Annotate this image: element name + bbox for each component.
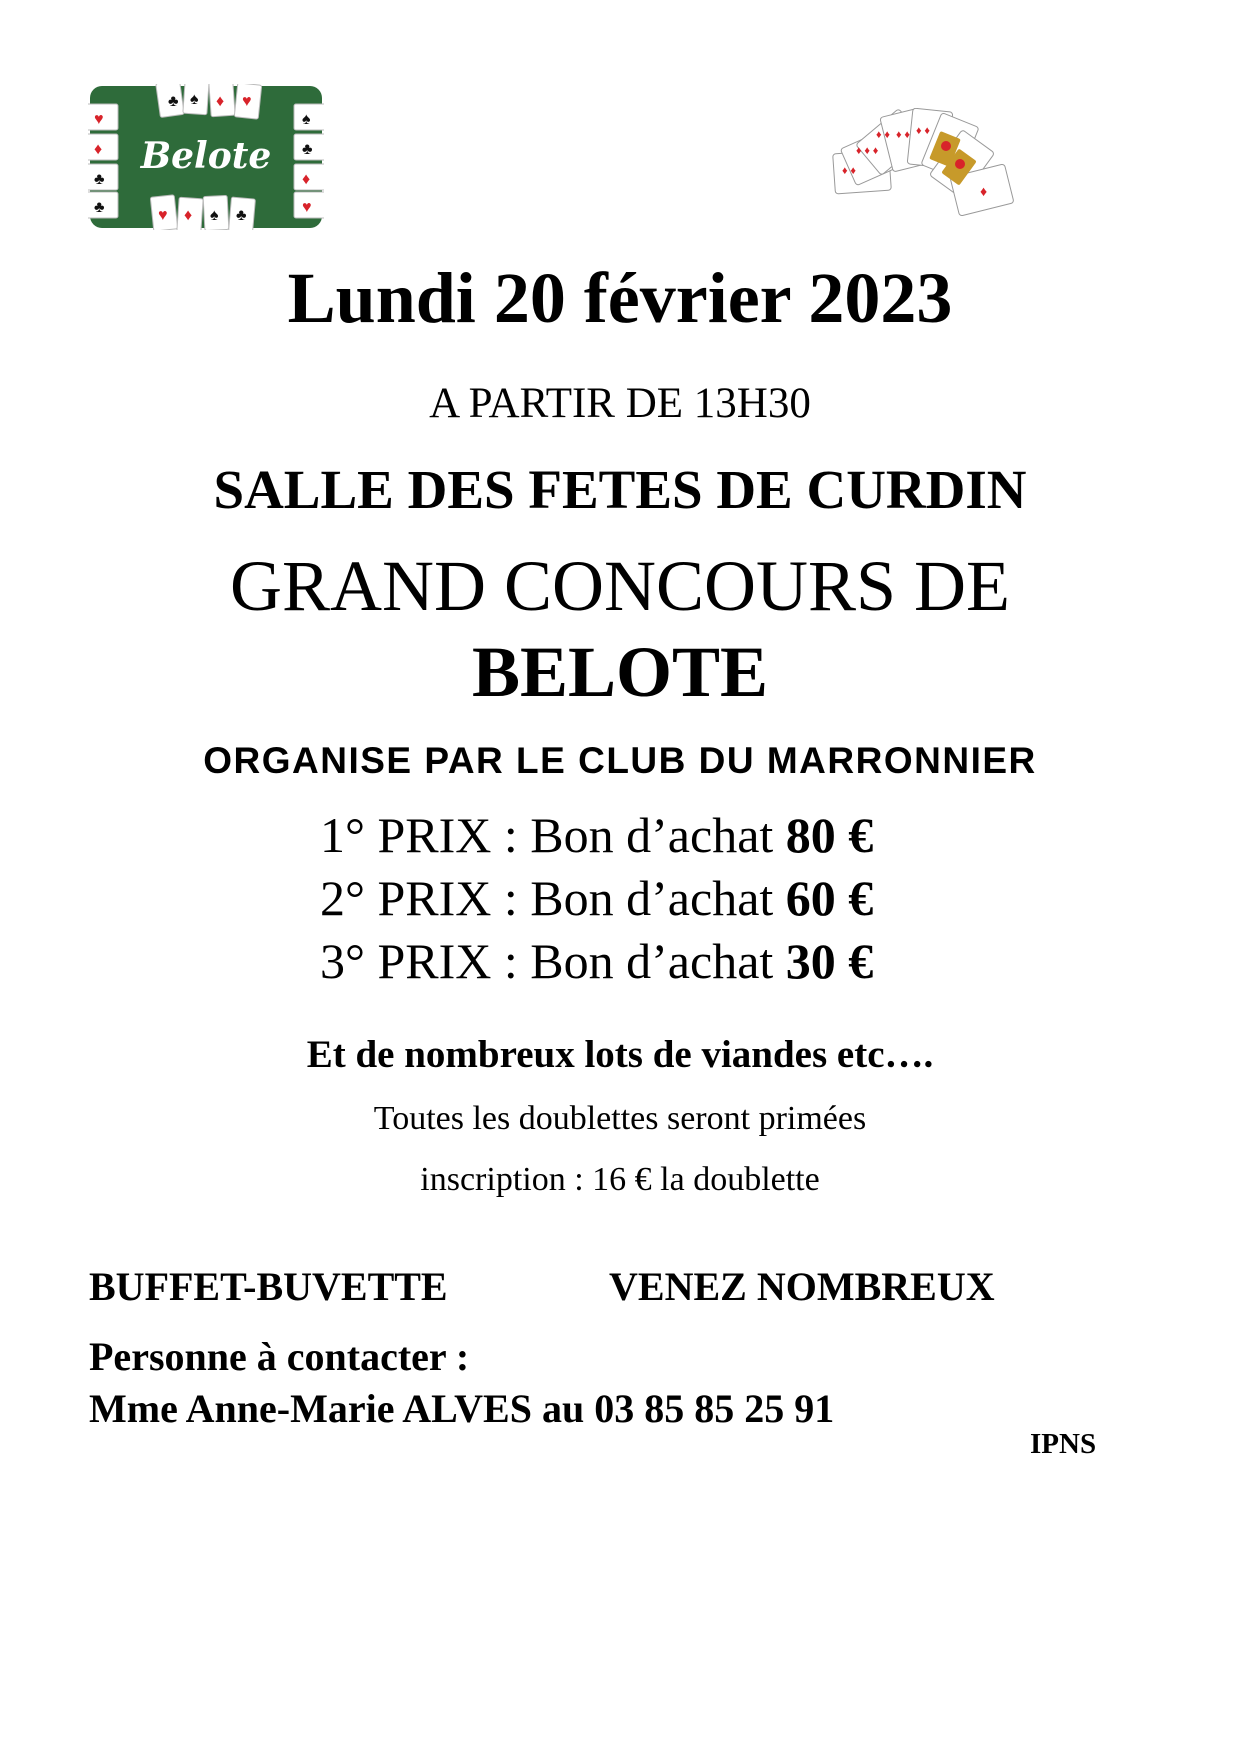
svg-text:♦ ♦: ♦ ♦	[876, 129, 890, 141]
svg-text:♥: ♥	[302, 199, 312, 216]
lots-text: Et de nombreux lots de viandes etc….	[306, 1033, 934, 1076]
prize-amount: 60 €	[785, 870, 874, 926]
svg-text:♥: ♥	[94, 111, 104, 128]
prize-amount: 30 €	[785, 933, 874, 989]
prize-label: 1° PRIX : Bon d’achat	[320, 807, 786, 863]
logo-text: Belote	[140, 135, 272, 177]
svg-text:♦: ♦	[980, 185, 988, 200]
svg-text:♦ ♦: ♦ ♦	[896, 129, 910, 141]
event-venue: SALLE DES FETES DE CURDIN	[213, 459, 1027, 520]
svg-text:♦: ♦	[216, 93, 225, 110]
svg-text:♦: ♦	[184, 207, 193, 224]
belote-logo	[88, 84, 324, 230]
svg-text:♦ ♦: ♦ ♦	[916, 125, 930, 137]
contact-person: Mme Anne-Marie ALVES au 03 85 85 25 91	[89, 1386, 835, 1431]
inscription-text: inscription : 16 € la doublette	[420, 1161, 820, 1198]
svg-text:♦: ♦	[94, 141, 103, 158]
venez-text: VENEZ NOMBREUX	[609, 1264, 995, 1309]
svg-text:♣: ♣	[236, 207, 247, 224]
svg-text:♠: ♠	[210, 207, 219, 224]
prize-item	[320, 870, 1020, 926]
prize-label: 2° PRIX : Bon d’achat	[320, 870, 786, 926]
event-time: A PARTIR DE 13H30	[429, 380, 811, 427]
svg-text:♠: ♠	[302, 111, 311, 128]
svg-text:♥: ♥	[158, 207, 168, 224]
prize-item	[320, 933, 1020, 989]
svg-text:♣: ♣	[302, 141, 313, 158]
prize-item	[320, 807, 1020, 863]
svg-text:♣: ♣	[168, 93, 179, 110]
event-date: Lundi 20 février 2023	[287, 258, 953, 338]
contest-title-line1: GRAND CONCOURS DE	[229, 546, 1011, 626]
contact-label: Personne à contacter :	[89, 1334, 470, 1379]
svg-text:♦: ♦	[302, 171, 311, 188]
contest-title-line2: BELOTE	[471, 632, 769, 712]
svg-text:♦ ♦: ♦ ♦	[842, 165, 856, 177]
svg-text:♣: ♣	[94, 199, 105, 216]
svg-text:♠: ♠	[190, 91, 199, 108]
doublettes-text: Toutes les doublettes seront primées	[373, 1100, 867, 1137]
prize-amount: 80 €	[785, 807, 874, 863]
ipns-mark: IPNS	[1030, 1428, 1097, 1460]
svg-text:♦ ♦ ♦: ♦ ♦ ♦	[856, 145, 879, 157]
svg-text:♥: ♥	[242, 93, 252, 110]
organizer: ORGANISE PAR LE CLUB DU MARRONNIER	[203, 740, 1037, 781]
buffet-text: BUFFET-BUVETTE	[89, 1264, 448, 1309]
playing-cards-fan-icon	[830, 108, 1030, 240]
svg-text:♣: ♣	[94, 171, 105, 188]
prize-label: 3° PRIX : Bon d’achat	[320, 933, 786, 989]
